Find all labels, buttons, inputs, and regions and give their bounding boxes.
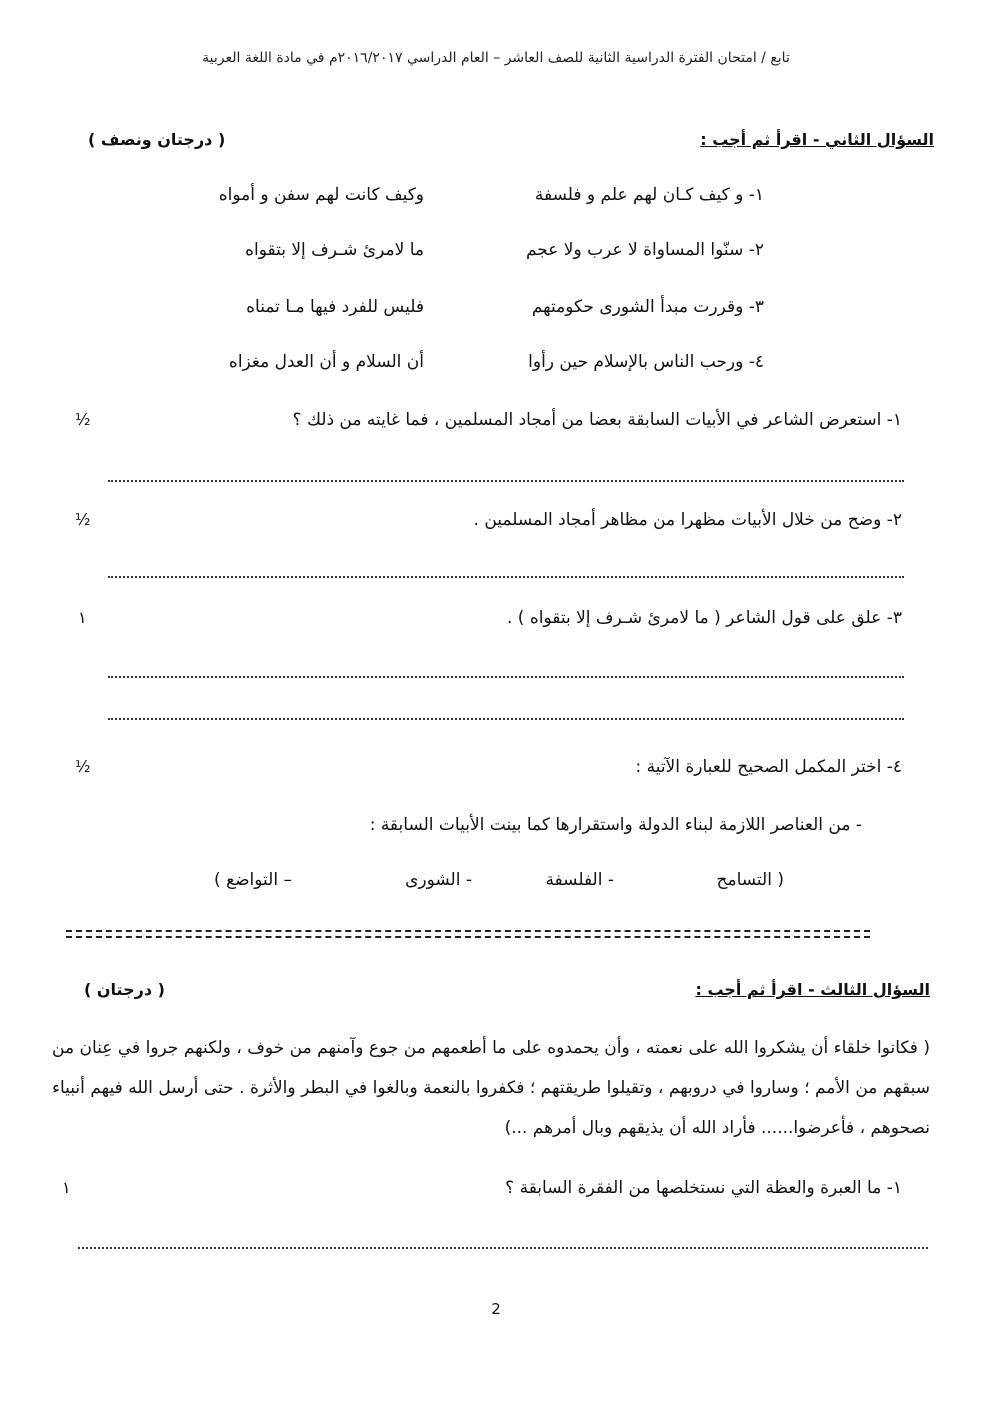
section-divider [66,930,870,932]
verse-1-second-hemistich: وكيف كانت لهم سفن و أمواه [218,185,424,205]
q3-marks: ( درجتان ) [84,980,165,999]
answer-line[interactable] [108,718,904,720]
answer-line[interactable] [78,1247,928,1249]
verse-4-second-hemistich: أن السلام و أن العدل مغزاه [228,352,424,372]
verse-4-first-hemistich: ٤- ورحب الناس بالإسلام حين رأوا [528,352,764,372]
choice-tolerance[interactable]: ( التسامح [716,870,784,890]
choice-humility[interactable]: – التواضع ) [214,870,292,890]
q2-marks: ( درجتان ونصف ) [88,130,226,149]
q2-question-1: ١- استعرض الشاعر في الأبيات السابقة بعضا من أمجاد المسلمين ، فما غايته من ذلك ؟ [292,410,902,430]
choice-philosophy[interactable]: - الفلسفة [545,870,614,890]
q2-question-3: ٣- علق على قول الشاعر ( ما لامرئ شـرف إلا بتقواه ) . [506,608,902,628]
q2-title: السؤال الثاني - اقرأ ثم أجب : [700,130,934,149]
verse-3-first-hemistich: ٣- وقررت مبدأ الشورى حكومتهم [531,297,764,317]
q3-title: السؤال الثالث - اقرأ ثم أجب : [695,980,930,999]
exam-header: تابع / امتحان الفترة الدراسية الثانية للصف العاشر – العام الدراسي ٢٠١٦/٢٠١٧م في مادة اللغة العربية [202,50,790,66]
answer-line[interactable] [108,576,904,578]
verse-1-first-hemistich: ١- و كيف كـان لهم علم و فلسفة [534,185,764,205]
q2-question-4-score: ½ [75,757,91,776]
verse-2-second-hemistich: ما لامرئ شـرف إلا بتقواه [245,240,424,260]
q2-question-2: ٢- وضح من خلال الأبيات مظهرا من مظاهر أمجاد المسلمين . [473,510,902,530]
q2-question-1-score: ½ [75,410,91,429]
section-divider [66,936,870,938]
q2-question-4: ٤- اختر المكمل الصحيح للعبارة الآتية : [635,757,902,777]
choice-stem: - من العناصر اللازمة لبناء الدولة واستقرارها كما بينت الأبيات السابقة : [369,815,862,835]
q3-question-1: ١- ما العبرة والعظة التي نستخلصها من الفقرة السابقة ؟ [505,1178,902,1198]
q3-passage: ( فكانوا خلقاء أن يشكروا الله على نعمته ، وأن يحمدوه على ما أطعمهم من جوع وآمنهم من خوف ، ولكنهم جروا في عِنان من سبقهم من الأمم ؛ وساروا في دروبهم ، وتقيلوا طريقتهم ؛ فكفروا بالنعمة وبالغوا في البطر والأثرة . حتى أرسل الله فيهم أنبياء نصحوهم ، فأعرضوا...... فأراد الله أن يذيقهم وبال أمرهم ...) [52,1038,930,1138]
answer-line[interactable] [108,676,904,678]
answer-line[interactable] [108,480,904,482]
q2-question-2-score: ½ [75,510,91,529]
q3-question-1-score: ١ [62,1178,71,1197]
verse-3-second-hemistich: فليس للفرد فيها مـا تمناه [246,297,424,317]
page-number: 2 [491,1300,501,1318]
choice-shura[interactable]: - الشورى [405,870,472,890]
q2-question-3-score: ١ [78,608,87,627]
verse-2-first-hemistich: ٢- سنّوا المساواة لا عرب ولا عجم [525,240,764,260]
